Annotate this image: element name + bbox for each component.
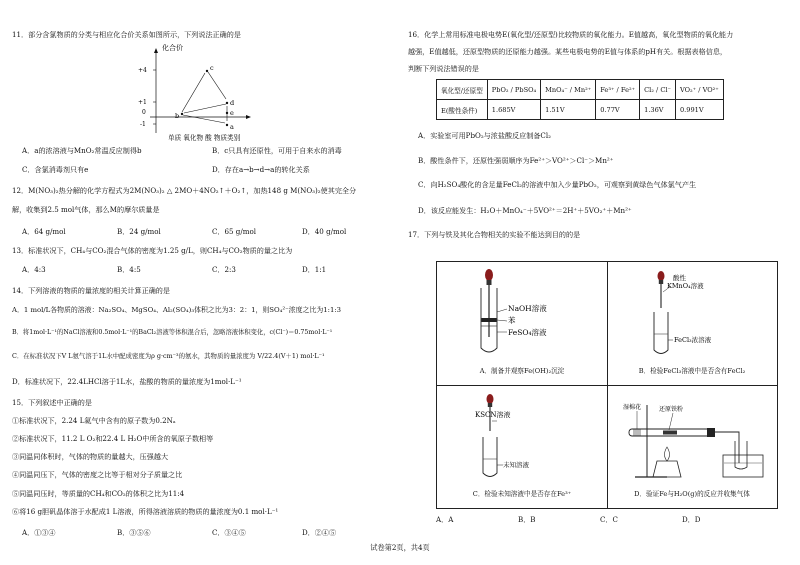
electrode-potential-table [436, 79, 724, 120]
q13-option-d[interactable]: D．1:1 [302, 265, 327, 274]
q17-cell-a [437, 262, 607, 385]
apparatus-label: 未知溶液 [503, 461, 529, 469]
test-tube-apparatus-a [437, 262, 607, 362]
q12-option-b[interactable]: B．24 g/mol [117, 227, 161, 236]
q13-option-c[interactable]: C．2:3 [212, 265, 236, 274]
q12-option-d[interactable]: D．40 g/mol [302, 227, 347, 236]
q17-option-c[interactable]: C．C [600, 515, 618, 524]
page-footer: 试卷第2页，共4页 [370, 543, 430, 552]
q11-ytick: -1 [140, 121, 146, 128]
q12-option-a[interactable]: A．64 g/mol [22, 227, 66, 236]
q15-stem: 15．下列叙述中正确的是 [12, 398, 92, 407]
apparatus-label: 苯 [508, 316, 516, 325]
table-cell: 0.77V [596, 100, 640, 120]
apparatus-label: FeCl₃浓溶液 [674, 336, 712, 344]
q16-option-c[interactable]: C．向H₂SO₄酸化的含足量FeCl₂的溶液中加入少量PbO₂，可观察到黄绿色气体氯气产生 [418, 180, 697, 189]
q11-ytick: +4 [138, 67, 147, 74]
q11-ytick: +1 [138, 99, 147, 106]
q11-option-d[interactable]: D．存在a→b→d→a的转化关系 [212, 165, 310, 174]
table-cell: 1.51V [541, 100, 596, 120]
apparatus-label: KSCN溶液 [475, 411, 511, 419]
q17-cell-c [437, 385, 607, 508]
q15-statement-5: ⑤同温同压时，等质量的CH₄和CO₂的体积之比为11:4 [12, 489, 185, 498]
q16-stem-line1: 16．化学上常用标准电极电势E(氧化型/还原型)比较物质的氧化能力。E值越高，氧化型物质的氧化能力 [408, 30, 734, 39]
q11-point-label: e [230, 109, 234, 117]
q16-stem-line2: 越强，E值越低，还原型物质的还原能力越强。某些电极电势的E值与体系的pH有关。根据表格信息， [408, 47, 728, 56]
fe-steam-apparatus-d [607, 385, 777, 485]
table-cell: 1.36V [640, 100, 676, 120]
apparatus-label: NaOH溶液 [508, 304, 547, 313]
table-cell: Cl₂ / Cl⁻ [640, 80, 676, 100]
q16-option-b[interactable]: B．酸性条件下，还原性强弱顺序为Fe²⁺＞VO²⁺＞Cl⁻＞Mn²⁺ [418, 156, 614, 165]
q11-point-label: a [230, 123, 234, 131]
q11-ytick: 0 [142, 109, 146, 116]
table-cell: Fe³⁺ / Fe²⁺ [596, 80, 640, 100]
q13-option-a[interactable]: A．4:3 [22, 265, 46, 274]
q12-stem-line2: 解，收集到2.5 mol气体，那么M的摩尔质量是 [12, 205, 160, 214]
q17-stem: 17．下列与铁及其化合物相关的实验不能达到目的的是 [408, 230, 581, 239]
table-row [437, 100, 724, 120]
q13-option-b[interactable]: B．4:5 [117, 265, 141, 274]
q11-valence-graph [130, 41, 260, 141]
q15-option-a[interactable]: A．①③④ [22, 528, 56, 537]
q16-stem-line3: 判断下列说法错误的是 [408, 64, 479, 73]
q17-option-d[interactable]: D．D [682, 515, 701, 524]
q14-option-b[interactable]: B．将1mol·L⁻¹的NaCl溶液和0.5mol·L⁻¹的BaCl₂溶液等体积混合后，忽略溶液体积变化，c(Cl⁻)＝0.75mol·L⁻¹ [12, 329, 333, 336]
apparatus-label: 酸性 [673, 274, 686, 282]
q14-option-a[interactable]: A．1 mol/L各物质的溶液：Na₂SO₄、MgSO₄、Al₂(SO₄)₃体积之比为3：2：1，则SO₄²⁻浓度之比为1:1:3 [12, 306, 342, 314]
q11-option-c[interactable]: C．含氯消毒剂只有e [22, 165, 89, 174]
q11-point-label: d [230, 99, 235, 107]
apparatus-label: 还原铁粉 [659, 406, 684, 413]
test-tube-apparatus-c [437, 385, 607, 485]
q15-option-b[interactable]: B．③⑤⑥ [117, 528, 151, 537]
q13-stem: 13．标准状况下，CH₄与CO₂混合气体的密度为1.25 g/L，则CH₄与CO₂物质的量之比为 [12, 246, 293, 255]
q17-caption-b: B．检验FeCl₃溶液中是否含有FeCl₂ [638, 367, 746, 375]
q16-option-a[interactable]: A．实验室可用PbO₂与浓盐酸反应制备Cl₂ [418, 131, 551, 140]
q11-ylabel: 化合价 [162, 44, 183, 52]
table-cell: MnO₄⁻ / Mn²⁺ [541, 80, 596, 100]
table-cell: PbO₂ / PbSO₄ [487, 80, 540, 100]
q11-point-label: c [210, 64, 214, 72]
q15-statement-6: ⑥将16 g胆矾晶体溶于水配成1 L溶液，所得溶液溶质的物质的量浓度为0.1 mol·L⁻¹ [12, 507, 279, 516]
test-tube-apparatus-b [607, 262, 777, 362]
q15-statement-4: ④同温同压下，气体的密度之比等于相对分子质量之比 [12, 470, 183, 479]
table-header-row [437, 80, 724, 100]
q17-caption-a: A．制备并观察Fe(OH)₂沉淀 [479, 367, 565, 375]
q17-experiment-grid [436, 261, 778, 509]
apparatus-label: FeSO₄溶液 [508, 328, 547, 337]
q15-option-d[interactable]: D．②④⑤ [302, 528, 337, 537]
q15-statement-2: ②标准状况下，11.2 L O₂和22.4 L H₂O中所含的氧原子数相等 [12, 434, 214, 443]
q15-statement-3: ③同温同体积时，气体的物质的量越大，压强越大 [12, 452, 169, 461]
q15-option-c[interactable]: C．③④⑤ [212, 528, 246, 537]
q11-option-a[interactable]: A．a的浓溶液与MnO₂常温反应制得b [22, 146, 142, 155]
q17-caption-d: D．验证Fe与H₂O(g)的反应并收集气体 [634, 490, 750, 498]
q16-option-d[interactable]: D．该反应能发生：H₂O＋MnO₄⁻＋5VO²⁺＝2H⁺＋5VO₂⁺＋Mn²⁺ [418, 206, 632, 215]
q11-point-label: b [175, 112, 180, 120]
q11-stem: 11．部分含氯物质的分类与相应化合价关系如图所示，下列说法正确的是 [12, 30, 241, 39]
q14-option-d[interactable]: D．标准状况下，22.4LHCl溶于1L水，盐酸的物质的量浓度为1mol·L⁻¹ [12, 377, 242, 386]
table-cell: VO₂⁺ / VO²⁺ [675, 80, 723, 100]
q14-option-c[interactable]: C．在标准状况下V L氨气溶于1L水中配成密度为ρ g·cm⁻³的氨水，其物质的量浓度为 V/22.4(V＋1) mol·L⁻¹ [12, 352, 325, 360]
q14-stem: 14．下列溶液的物质的量浓度的相关计算正确的是 [12, 286, 170, 295]
table-cell: 1.685V [487, 100, 540, 120]
apparatus-label: 湿棉花 [623, 404, 642, 411]
q15-statement-1: ①标准状况下，2.24 L氦气中含有的原子数为0.2Nₐ [12, 416, 176, 425]
q17-cell-b [607, 262, 777, 385]
q12-stem-line1: 12．M(NO₃)₂热分解的化学方程式为2M(NO₃)₂ △ 2MO＋4NO₂↑＋O₂↑，加热148 g M(NO₃)₂使其完全分 [12, 186, 357, 195]
q17-option-a[interactable]: A．A [436, 515, 454, 524]
q11-option-b[interactable]: B．c只具有还原性，可用于自来水的消毒 [212, 146, 342, 155]
q12-option-c[interactable]: C．65 g/mol [212, 227, 256, 236]
q11-xlabel: 单质 氧化物 酸 物质类别 [168, 134, 241, 141]
q17-cell-d [607, 385, 777, 508]
q17-caption-c: C．检验未知溶液中是否存在Fe³⁺ [472, 490, 572, 498]
apparatus-label: KMnO₄溶液 [667, 282, 704, 290]
table-cell: 0.991V [675, 100, 723, 120]
table-cell: E(酸性条件) [437, 100, 488, 120]
q17-option-b[interactable]: B．B [518, 515, 536, 524]
table-cell: 氧化型/还原型 [437, 80, 488, 100]
